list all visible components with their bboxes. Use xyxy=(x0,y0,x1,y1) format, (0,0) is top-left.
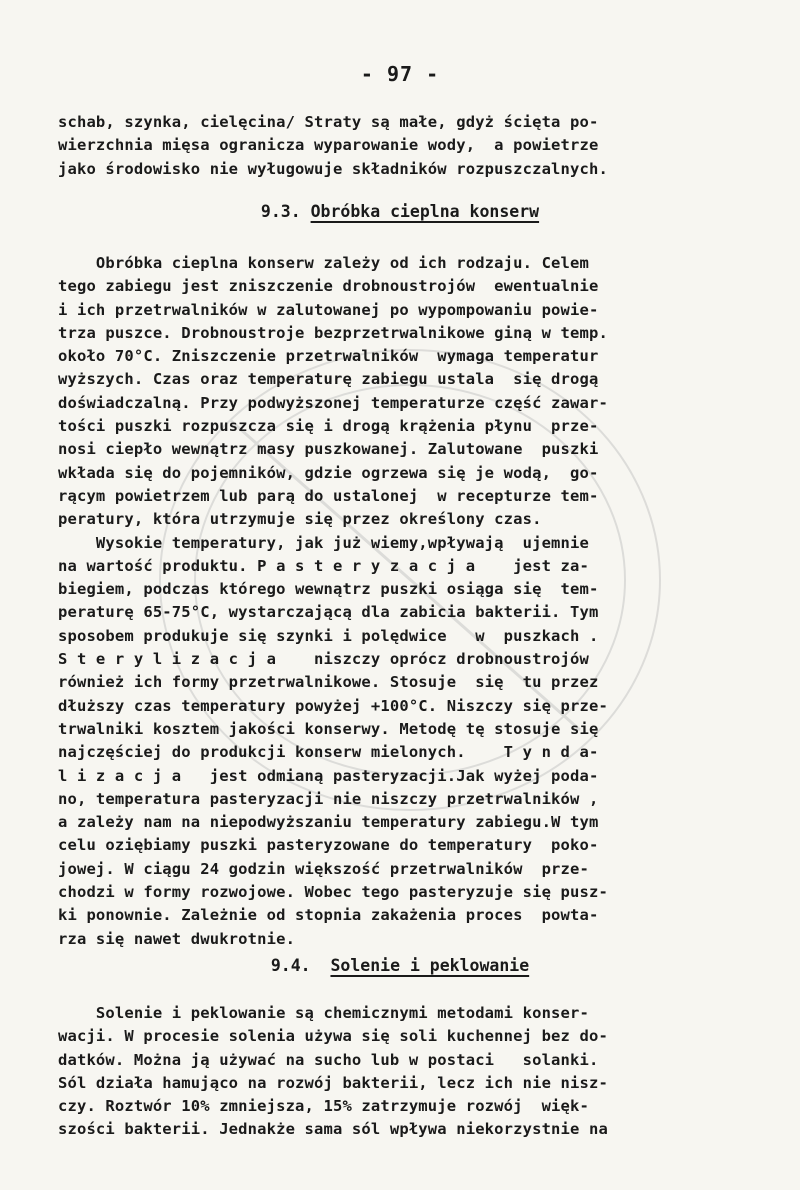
text-line: schab, szynka, cielęcina/ Straty są małe, gdyż ścięta po- xyxy=(58,113,599,131)
text-line: najczęściej do produkcji konserw mielonych. T y n d a- xyxy=(58,743,599,762)
text-line: nosi ciepło wewnątrz masy puszkowanej. Zalutowane puszki xyxy=(58,440,599,459)
page-number: - 97 - xyxy=(360,62,440,86)
text-line: tego zabiegu jest zniszczenie drobnoustrojów ewentualnie xyxy=(58,277,599,296)
text-line: S t e r y l i z a c j a niszczy oprócz drobnoustrojów xyxy=(58,650,589,669)
text-line: Wysokie temperatury, jak już wiemy,wpływają ujemnie xyxy=(58,533,589,552)
text-line: jowej. W ciągu 24 godzin większość przetrwalników prze- xyxy=(58,859,589,878)
text-line: czy. Roztwór 10% zmniejsza, 15% zatrzymuje rozwój więk- xyxy=(58,1097,589,1116)
text-line: chodzi w formy rozwojowe. Wobec tego pasteryzuje się pusz- xyxy=(58,883,608,902)
text-line: również ich formy przetrwalnikowe. Stosuje się tu przez xyxy=(58,673,599,692)
text-line: datków. Można ją używać na sucho lub w postaci solanki. xyxy=(58,1050,599,1069)
section-body-9-4 xyxy=(58,1002,738,1142)
text-line: tości puszki rozpuszcza się i drogą krążenia płynu prze- xyxy=(58,417,599,436)
text-line: l i z a c j a jest odmianą pasteryzacji.Jak wyżej poda- xyxy=(58,766,599,785)
text-line: peraturę 65-75°C, wystarczającą dla zabicia bakterii. Tym xyxy=(58,603,599,622)
text-line: ki ponownie. Zależnie od stopnia zakażenia proces powta- xyxy=(58,906,599,925)
text-line: no, temperatura pasteryzacji nie niszczy przetrwalników , xyxy=(58,789,599,808)
intro-paragraph xyxy=(58,111,738,181)
text-line: Sól działa hamująco na rozwój bakterii, lecz ich nie nisz- xyxy=(58,1073,608,1092)
text-line: Solenie i peklowanie są chemicznymi metodami konser- xyxy=(58,1004,589,1022)
text-line: wacji. W procesie solenia używa się soli kuchennej bez do- xyxy=(58,1027,608,1046)
text-line: biegiem, podczas którego wewnątrz puszki osiąga się tem- xyxy=(58,580,599,599)
text-line: około 70°C. Zniszczenie przetrwalników wymaga temperatur xyxy=(58,347,599,366)
text-line: Obróbka cieplna konserw zależy od ich rodzaju. Celem xyxy=(58,254,589,272)
section-number: 9.4. xyxy=(270,956,311,975)
text-line: sposobem produkuje się szynki i polędwice w puszkach . xyxy=(58,626,599,645)
section-heading-9-4 xyxy=(0,956,800,975)
text-line: szości bakterii. Jednakże sama sól wpływa niekorzystnie na xyxy=(58,1120,608,1139)
section-body-9-3 xyxy=(58,252,738,951)
text-line: wierzchnia mięsa ogranicza wyparowanie wody, a powietrze xyxy=(58,136,599,155)
text-line: doświadczalną. Przy podwyższonej temperaturze część zawar- xyxy=(58,393,608,412)
text-line: rącym powietrzem lub parą do ustalonej w recepturze tem- xyxy=(58,486,599,505)
text-line: peratury, która utrzymuje się przez określony czas. xyxy=(58,510,542,529)
text-line: na wartość produktu. P a s t e r y z a c j a jest za- xyxy=(58,556,589,575)
section-title: Obróbka cieplna konserw xyxy=(310,202,540,221)
text-line: dłuższy czas temperatury powyżej +100°C. Niszczy się prze- xyxy=(58,696,608,715)
text-line: i ich przetrwalników w zalutowanej po wypompowaniu powie- xyxy=(58,300,599,319)
text-line: celu oziębiamy puszki pasteryzowane do temperatury poko- xyxy=(58,836,599,855)
text-line: wkłada się do pojemników, gdzie ogrzewa się je wodą, go- xyxy=(58,463,599,482)
section-number: 9.3. xyxy=(260,202,301,221)
section-title: Solenie i peklowanie xyxy=(330,956,530,975)
section-heading-9-3 xyxy=(0,202,800,221)
text-line: wyższych. Czas oraz temperaturę zabiegu ustala się drogą xyxy=(58,370,599,389)
text-line: a zależy nam na niepodwyższaniu temperatury zabiegu.W tym xyxy=(58,813,599,832)
text-line: trwalniki kosztem jakości konserwy. Metodę tę stosuje się xyxy=(58,719,599,738)
text-line: rza się nawet dwukrotnie. xyxy=(58,929,296,948)
text-line: trza puszce. Drobnoustroje bezprzetrwalnikowe giną w temp. xyxy=(58,323,608,342)
text-line: jako środowisko nie wyługowuje składników rozpuszczalnych. xyxy=(58,159,608,178)
